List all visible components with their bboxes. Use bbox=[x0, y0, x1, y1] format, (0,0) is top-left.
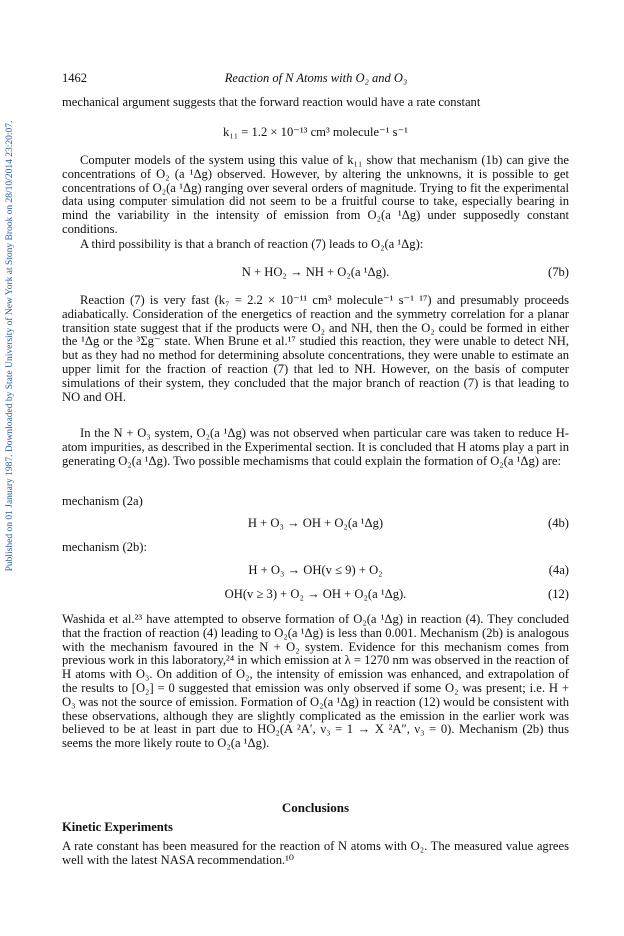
equation-7b-number: (7b) bbox=[548, 265, 569, 279]
equation-4b bbox=[62, 516, 569, 531]
equation-4a-body: H + O₃ → OH(v ≤ 9) + O₂ bbox=[248, 563, 383, 577]
equation-4a bbox=[62, 563, 569, 578]
paragraph-7-text: A rate constant has been measured for the reaction of N atoms with O₂. The measured value agrees well with the latest NASA recommendation.¹⁰ bbox=[62, 839, 569, 867]
paragraph-2 bbox=[62, 154, 569, 237]
equation-7b bbox=[62, 265, 569, 280]
equation-12 bbox=[62, 587, 569, 602]
equation-4b-number: (4b) bbox=[548, 516, 569, 530]
conclusions-heading: Conclusions bbox=[281, 800, 350, 815]
paragraph-3-text: A third possibility is that a branch of reaction (7) leads to O₂(a ¹Δg): bbox=[80, 237, 424, 251]
equation-k11-body: k₁₁ = 1.2 × 10⁻¹³ cm³ molecule⁻¹ s⁻¹ bbox=[223, 125, 408, 139]
running-title: Reaction of N Atoms with O₂ and O₃ bbox=[224, 71, 408, 85]
paragraph-5-text: In the N + O₃ system, O₂(a ¹Δg) was not observed when particular care was taken to reduce H-atom impurities, as described in the Experimental section. It is concluded that H atoms play a part in generating O₂(a ¹Δg). Two possible mechamisms that could explain the formation of O₂(a ¹Δg) are: bbox=[62, 426, 569, 468]
paragraph-1 bbox=[62, 96, 569, 110]
mechanism-2a-label: mechanism (2a) bbox=[62, 494, 143, 508]
paragraph-3 bbox=[62, 238, 569, 252]
equation-7b-body: N + HO₂ → NH + O₂(a ¹Δg). bbox=[241, 265, 390, 279]
download-stamp-text: Published on 01 January 1987. Downloaded by State University of New York at Stony Brook on 28/10/2014 23:20:07. bbox=[5, 120, 15, 572]
paragraph-7 bbox=[62, 840, 569, 868]
paragraph-2-text: Computer models of the system using this value of k₁₁ show that mechanism (1b) can give the concentrations of O₂ (a ¹Δg) observed. However, by altering the unknowns, it is possible to get concentrations of O₂(a ¹Δg) ranging over several orders of magnitude. Trying to fit the experimental data using computer simulation did not seem to be a fruitful course to take, especially bearing in mind the variability in the intensity of emission from O₂(a ¹Δg) under supposedly constant conditions. bbox=[62, 153, 569, 236]
equation-12-number: (12) bbox=[548, 587, 569, 601]
equation-k11 bbox=[62, 124, 569, 139]
equation-12-body: OH(v ≥ 3) + O₂ → OH + O₂(a ¹Δg). bbox=[224, 587, 407, 601]
paragraph-6 bbox=[62, 613, 569, 751]
kinetic-experiments-subheading: Kinetic Experiments bbox=[62, 820, 173, 834]
equation-4b-body: H + O₃ → OH + O₂(a ¹Δg) bbox=[247, 516, 384, 530]
mechanism-2b-label: mechanism (2b): bbox=[62, 540, 147, 554]
paragraph-4-text: Reaction (7) is very fast (k₇ = 2.2 × 10⁻¹¹ cm³ molecule⁻¹ s⁻¹ ¹⁷) and presumably proceeds adiabatically. Consideration of the energetics of reaction and the symmetry correlation for a planar transition state suggest that if the products were O₂ and NH, then the O₂ could be formed in either the ¹Δg or the ³Σg⁻ state. When Brune et al.¹⁷ studied this reaction, they were unable to detect NH, but as they had no method for determining absolute concentrations, they were unable to estimate an upper limit for the fraction of reaction (7) that led to NH. However, on the basis of computer simulations of their system, they concluded that the major branch of reaction (7) is that leading to NO and OH. bbox=[62, 293, 569, 404]
paragraph-6-text: Washida et al.²³ have attempted to observe formation of O₂(a ¹Δg) in reaction (4). They concluded that the fraction of reaction (4) leading to O₂(a ¹Δg) is less than 0.001. Mechanism (2b) is analogous with the mechanism favoured in the N + O₂ system. Evidence for this mechanism comes from previous work in this laboratory,²⁴ in which emission at λ = 1270 nm was observed in the reaction of H atoms with O₃. On addition of O₂, the intensity of emission was enhanced, and extrapolation of the results to [O₂] = 0 suggested that emission was only observed if some O₂ was present; i.e. H + O₃ was not the source of emission. Formation of O₂(a ¹Δg) in reaction (12) would be consistent with these observations, although they are slightly complicated as the emission in the earlier work was believed to be at least in part due to HO₂(A ²A′, ν₃ = 1 → X ²A″, ν₃ = 0). Mechanism (2b) thus seems the more likely route to O₂(a ¹Δg). bbox=[62, 612, 569, 751]
paragraph-5 bbox=[62, 427, 569, 468]
paragraph-1-text: mechanical argument suggests that the forward reaction would have a rate constant bbox=[62, 95, 481, 109]
equation-4a-number: (4a) bbox=[548, 563, 569, 577]
page-number: 1462 bbox=[62, 71, 87, 85]
page-header bbox=[62, 71, 570, 87]
paragraph-4 bbox=[62, 294, 569, 404]
download-stamp bbox=[4, 96, 16, 596]
